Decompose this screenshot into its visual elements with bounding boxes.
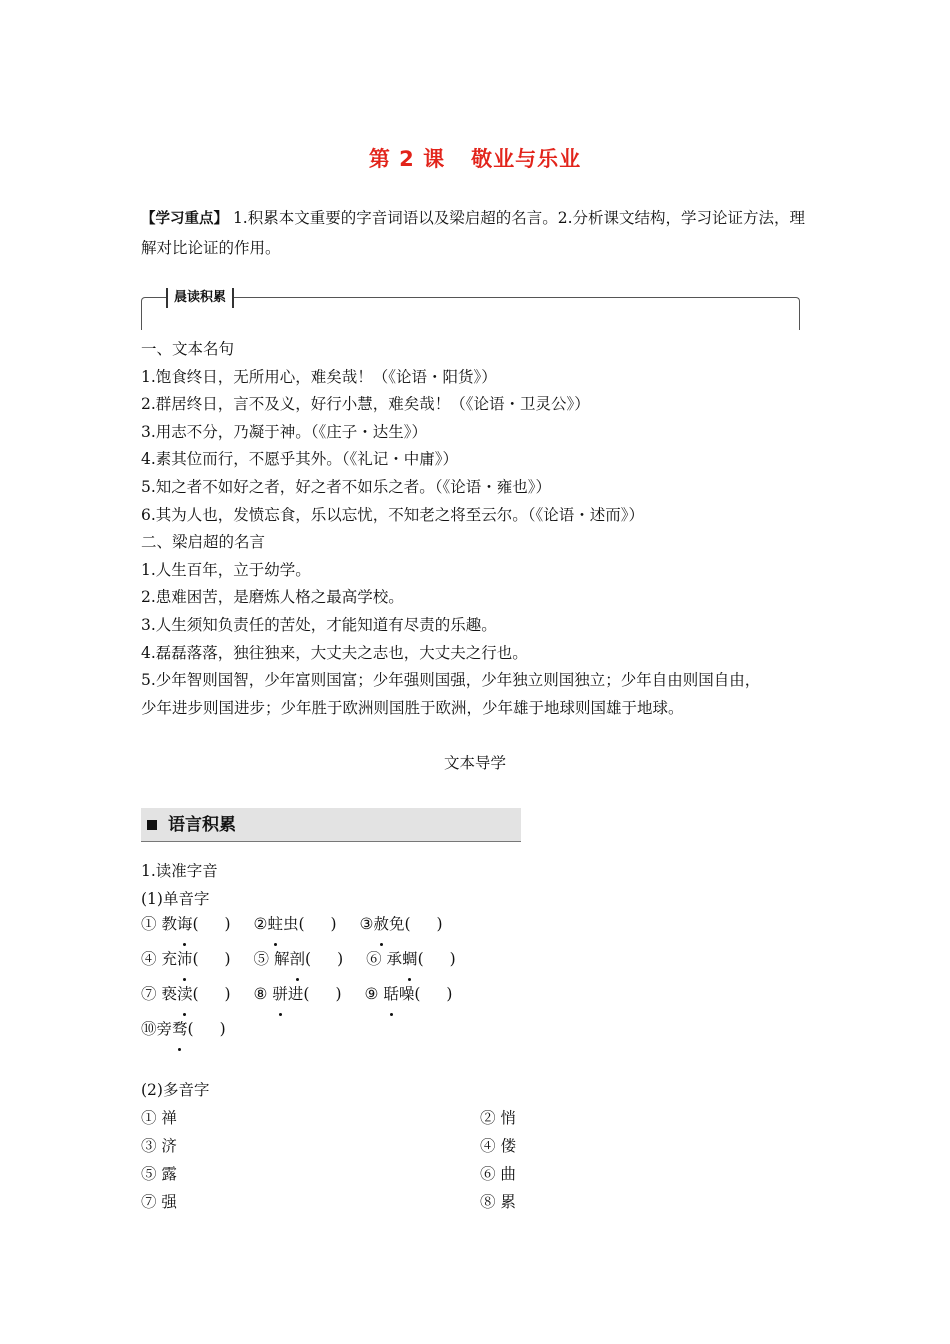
quote-item: 2.群居终日，言不及义，好行小慧，难矣哉！（《论语・卫灵公》） xyxy=(141,395,590,414)
polyphone-section xyxy=(141,1076,641,1216)
language-section-bar xyxy=(141,808,521,842)
single-char-item: ③赦免( ) xyxy=(360,906,443,942)
quote-item: 5.少年智则国智，少年富则国富；少年强则国强，少年独立则国独立；少年自由则国自由， xyxy=(141,671,761,690)
polyphone-item: ⑥ 曲 xyxy=(480,1165,516,1183)
single-char-item: ⑥ 承蜩( ) xyxy=(366,941,456,977)
polyphone-row xyxy=(141,1132,641,1160)
quote-item: 1.人生百年，立于幼学。 xyxy=(141,560,311,579)
quote-item: 3.人生须知负责任的苦处，才能知道有尽责的乐趣。 xyxy=(141,615,497,634)
polyphone-item: ⑤ 露 xyxy=(141,1165,177,1183)
box-label: 晨读积累 xyxy=(166,288,234,308)
pronunciation-heading-group xyxy=(141,858,641,913)
single-char-item: ① 教诲( ) xyxy=(141,906,231,942)
quote-item: 少年进步则国进步；少年胜于欧洲则国胜于欧洲，少年雄于地球则国雄于地球。 xyxy=(141,698,684,717)
single-char-row xyxy=(141,976,452,1012)
single-char-item: ④ 充沛( ) xyxy=(141,941,231,977)
single-char-item: ⑨ 聒噪( ) xyxy=(364,976,452,1012)
section-heading: 二、梁启超的名言 xyxy=(141,533,266,552)
polyphone-item: ④ 偻 xyxy=(480,1137,516,1155)
single-char-row xyxy=(141,906,443,942)
polyphone-item: ③ 济 xyxy=(141,1137,177,1155)
lesson-name: 敬业与乐业 xyxy=(471,147,582,171)
multi-heading: (2)多音字 xyxy=(141,1081,210,1099)
lesson-title xyxy=(0,143,950,173)
quote-item: 5.知之者不如好之者，好之者不如乐之者。（《论语・雍也》） xyxy=(141,477,552,496)
single-char-item: ⑤ 解剖( ) xyxy=(254,941,344,977)
section-heading: 一、文本名句 xyxy=(141,340,235,358)
polyphone-row xyxy=(141,1160,641,1188)
polyphone-item: ⑧ 累 xyxy=(480,1193,516,1211)
polyphone-item: ② 悄 xyxy=(480,1109,516,1127)
quote-item: 4.磊磊落落，独往独来，大丈夫之志也，大丈夫之行也。 xyxy=(141,643,528,662)
polyphone-row xyxy=(141,1188,641,1216)
language-section-title: 语言积累 xyxy=(168,815,236,835)
single-heading: (1)单音字 xyxy=(141,889,210,908)
quote-item: 4.素其位而行，不愿乎其外。（《礼记・中庸》） xyxy=(141,450,459,469)
single-char-item: ⑦ 亵渎( ) xyxy=(141,976,231,1012)
learning-focus-label: 【学习重点】 xyxy=(141,211,228,227)
single-char-item: ②蛀虫( ) xyxy=(254,906,337,942)
box-frame xyxy=(141,297,800,330)
quote-item: 1.饱食终日，无所用心，难矣哉！（《论语・阳货》） xyxy=(141,367,497,386)
quote-item: 2.患难困苦，是磨炼人格之最高学校。 xyxy=(141,588,404,607)
single-char-item: ⑧ 骈进( ) xyxy=(254,976,342,1012)
polyphone-item: ⑦ 强 xyxy=(141,1193,177,1211)
single-char-row xyxy=(141,1011,226,1047)
polyphone-row xyxy=(141,1104,641,1132)
square-bullet-icon xyxy=(147,820,157,830)
polyphone-item: ① 禅 xyxy=(141,1109,177,1127)
lesson-number: 第 2 课 xyxy=(368,147,446,171)
quote-item: 6.其为人也，发愤忘食，乐以忘忧，不知老之将至云尔。（《论语・述而》） xyxy=(141,505,645,524)
quote-item: 3.用志不分，乃凝于神。（《庄子・达生》） xyxy=(141,422,428,441)
single-char-row xyxy=(141,941,456,977)
read-heading: 1.读准字音 xyxy=(141,862,218,880)
guide-heading: 文本导学 xyxy=(443,754,506,772)
single-char-item: ⑩旁骛( ) xyxy=(141,1011,226,1047)
learning-focus xyxy=(141,204,811,263)
morning-reading-content xyxy=(141,336,811,722)
learning-focus-text: 1.积累本文重要的字音词语以及梁启超的名言。2.分析课文结构，学习论证方法，理解对比论证的作用。 xyxy=(141,209,806,257)
